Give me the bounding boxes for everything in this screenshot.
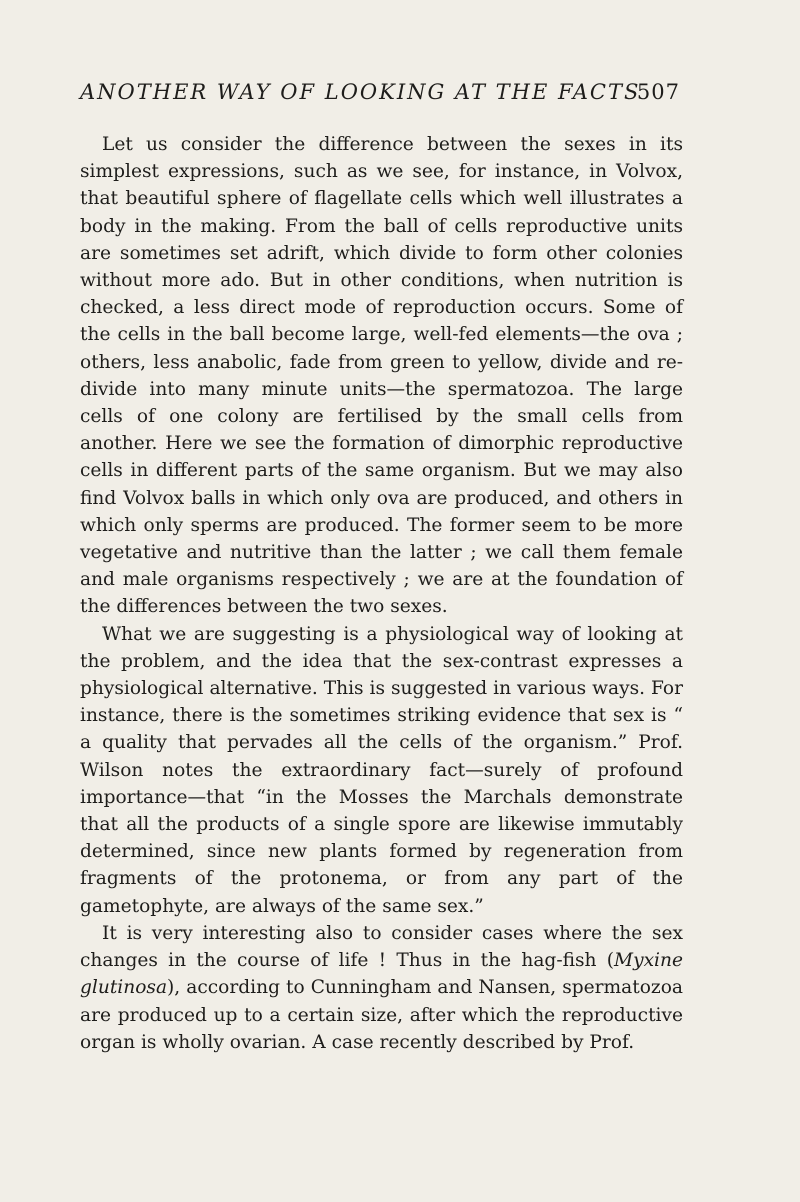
- paragraph-1: Let us consider the difference between the sexes in its simplest expressions, such as we see, for instance, in Volvox, that beautiful sphere of flagellate cells which well illustrates a body in the making. From the ball of cells reproductive units are sometimes set adrift, which divide to form other colonies without more ado. But in other conditions, when nutrition is checked, a less direct mode of reproduction occurs. Some of the cells in the ball become large, well-fed elements—the ova ; others, less anabolic, fade from green to yellow, divide and re-divide into many minute units—the spermatozoa. The large cells of one colony are fertilised by the small cells from another. Here we see the formation of dimorphic reproductive cells in different parts of the same organism. But we may also find Volvox balls in which only ova are produced, and others in which only sperms are produced. The former seem to be more vegetative and nutritive than the latter ; we call them female and male organisms respectively ; we are at the foundation of the differences between the two sexes.: [80, 134, 683, 618]
- page-number: 507: [636, 80, 680, 104]
- paragraph-3-start: It is very interesting also to consider cases where the sex changes in the course of life ! Thus in the hag-fish (: [80, 922, 683, 972]
- paragraph-3-end: ), according to Cunningham and Nansen, spermatozoa are produced up to a certain size, after which the reproductive organ is wholly ovarian. A case recently described by Prof.: [80, 977, 683, 1053]
- page-header: [80, 80, 680, 114]
- species-name: Myxine glutinosa: [80, 950, 683, 999]
- running-head: ANOTHER WAY OF LOOKING AT THE FACTS: [80, 80, 641, 104]
- body-text: [80, 131, 683, 1056]
- paragraph-2: What we are suggesting is a physiological way of looking at the problem, and the idea that the sex-contrast expresses a physiological alternative. This is suggested in various ways. For instance, there is the sometimes striking evidence that sex is “ a quality that pervades all the cells of the organism.” Prof. Wilson notes the extraordinary fact—surely of profound importance—that “in the Mosses the Marchals demonstrate that all the products of a single spore are likewise immutably determined, since new plants formed by regeneration from fragments of the protonema, or from any part of the gametophyte, are always of the same sex.”: [80, 623, 683, 917]
- paragraph-3: [80, 920, 683, 1056]
